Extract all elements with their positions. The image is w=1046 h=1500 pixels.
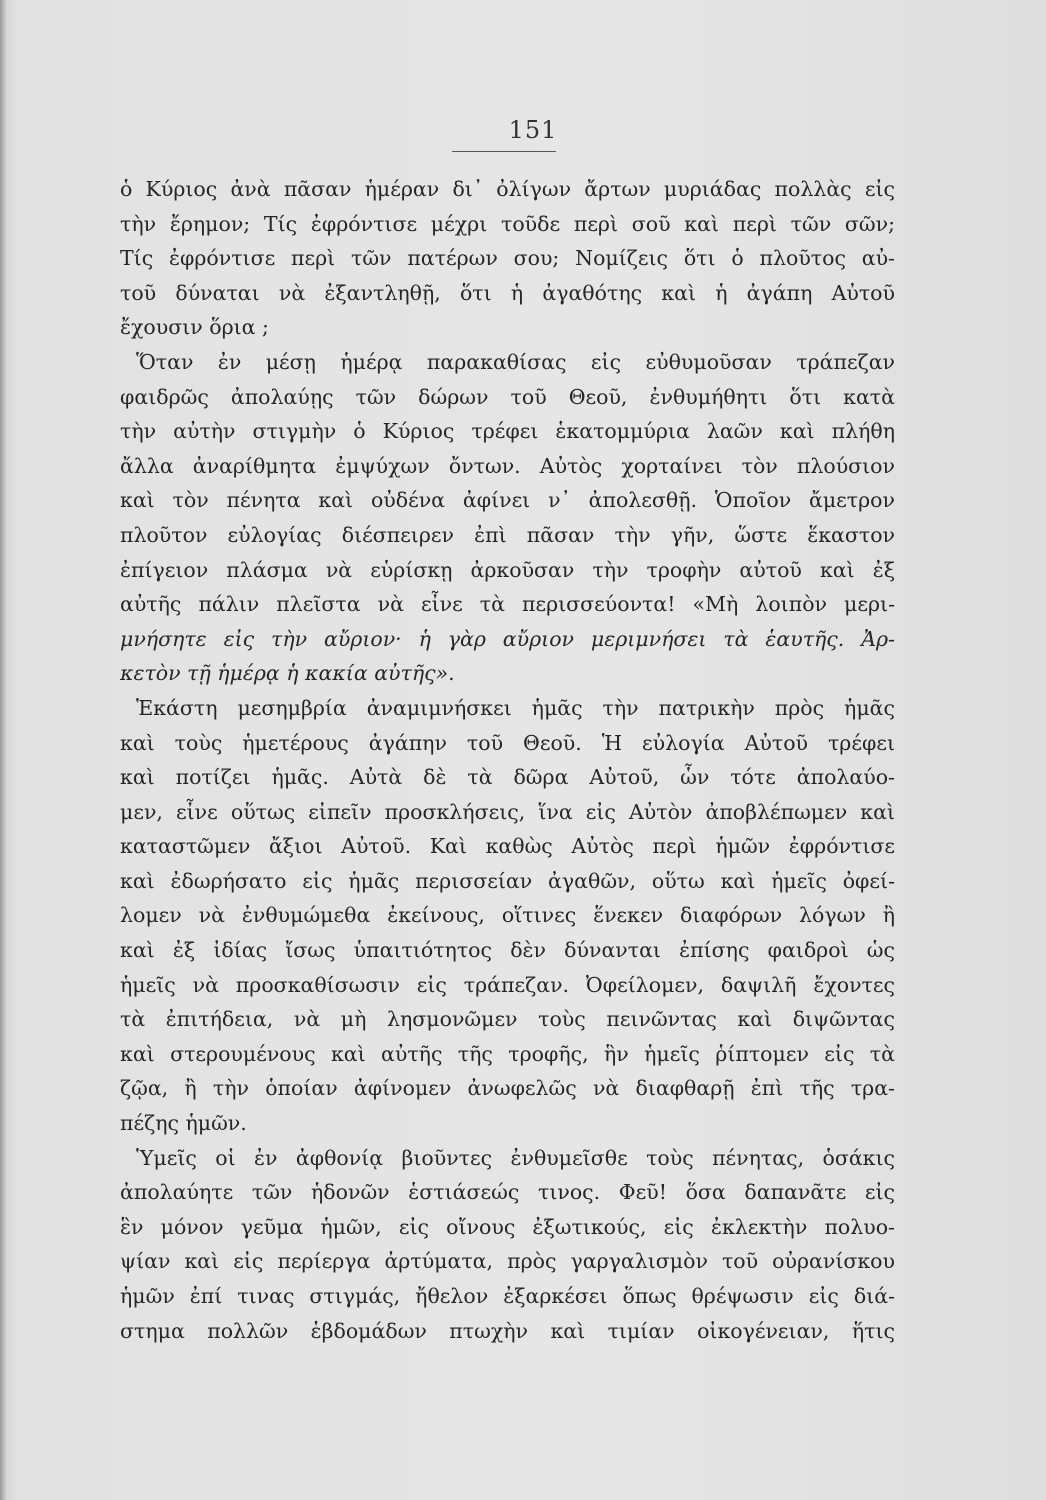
text-line: τὴν ἔρημον; Τίς ἐφρόντισε μέχρι τοῦδε περὶ σοῦ καὶ περὶ τῶν σῶν; <box>120 211 895 236</box>
text-line: τοῦ δύναται νὰ ἐξαντληθῇ, ὅτι ἡ ἀγαθότης καὶ ἡ ἀγάπη Αὐτοῦ <box>120 280 895 305</box>
text-line: τὰ ἐπιτήδεια, νὰ μὴ λησμονῶμεν τοὺς πεινῶντας καὶ διψῶντας <box>120 1007 895 1032</box>
text-line: τὴν αὐτὴν στιγμὴν ὁ Κύριος τρέφει ἑκατομμύρια λαῶν καὶ πλήθη <box>120 419 895 444</box>
text-line: ἡμεῖς νὰ προσκαθίσωσιν εἰς τράπεζαν. Ὀφείλομεν, δαψιλῆ ἔχοντες <box>120 972 895 997</box>
text-line: ἔχουσιν ὅρια ; <box>120 315 269 340</box>
text-line: λομεν νὰ ἐνθυμώμεθα ἐκείνους, οἵτινες ἕνεκεν διαφόρων λόγων ἢ <box>120 903 895 928</box>
text-line: στημα πολλῶν ἑβδομάδων πτωχὴν καὶ τιμίαν οἰκογένειαν, ἥτις <box>120 1318 895 1343</box>
text-line: Τίς ἐφρόντισε περὶ τῶν πατέρων σου; Νομίζεις ὅτι ὁ πλοῦτος αὐ- <box>120 246 895 271</box>
text-line: καὶ τοὺς ἡμετέρους ἀγάπην τοῦ Θεοῦ. Ἡ εὐλογία Αὐτοῦ τρέφει <box>120 730 895 755</box>
text-line: ἡμῶν ἐπί τινας στιγμάς, ἤθελον ἐξαρκέσει ὅπως θρέψωσιν εἰς διά- <box>120 1284 895 1308</box>
text-line: φαιδρῶς ἀπολαύῃς τῶν δώρων τοῦ Θεοῦ, ἐνθυμήθητι ὅτι κατὰ <box>120 384 895 409</box>
text-line: καταστῶμεν ἄξιοι Αὐτοῦ. Καὶ καθὼς Αὐτὸς περὶ ἡμῶν ἐφρόντισε <box>120 834 895 859</box>
text-line: καὶ ἐξ ἰδίας ἴσως ὑπαιτιότητος δὲν δύνανται ἐπίσης φαιδροὶ ὡς <box>120 938 895 963</box>
page-binding-shadow <box>0 0 6 1500</box>
page-number: 151 <box>508 116 558 144</box>
text-line: ἐπίγειον πλάσμα νὰ εὑρίσκῃ ἀρκοῦσαν τὴν τροφὴν αὐτοῦ καὶ ἐξ <box>120 557 895 582</box>
text-line: καὶ τὸν πένητα καὶ οὐδένα ἀφίνει ν᾽ ἀπολεσθῇ. Ὁποῖον ἄμετρον <box>120 488 895 513</box>
text-line: μνήσητε εἰς τὴν αὔριον· ἡ γὰρ αὔριον μεριμνήσει τὰ ἑαυτῆς. Ἀρ- <box>120 626 895 651</box>
text-line: μεν, εἶνε οὕτως εἰπεῖν προσκλήσεις, ἵνα εἰς Αὐτὸν ἀποβλέπωμεν καὶ <box>120 799 895 824</box>
text-line: ἀπολαύητε τῶν ἡδονῶν ἑστιάσεώς τινος. Φεῦ! ὅσα δαπανᾶτε εἰς <box>120 1180 895 1205</box>
text-line: αὐτῆς πάλιν πλεῖστα νὰ εἶνε τὰ περισσεύοντα! «Μὴ λοιπὸν μερι- <box>120 592 895 617</box>
text-line: Ὅταν ἐν μέσῃ ἡμέρᾳ παρακαθίσας εἰς εὐθυμοῦσαν τράπεζαν <box>136 349 895 374</box>
text-line: καὶ στερουμένους καὶ αὐτῆς τῆς τροφῆς, ἣν ἡμεῖς ῥίπτομεν εἰς τὰ <box>120 1041 895 1066</box>
text-line: καὶ ποτίζει ἡμᾶς. Αὐτὰ δὲ τὰ δῶρα Αὐτοῦ, ὧν τότε ἀπολαύο- <box>120 765 895 790</box>
text-line: ψίαν καὶ εἰς περίεργα ἀρτύματα, πρὸς γαργαλισμὸν τοῦ οὐρανίσκου <box>120 1249 895 1274</box>
text-line: Ὑμεῖς οἱ ἐν ἀφθονίᾳ βιοῦντες ἐνθυμεῖσθε τοὺς πένητας, ὁσάκις <box>136 1145 895 1170</box>
text-line: ὁ Κύριος ἀνὰ πᾶσαν ἡμέραν δι᾽ ὀλίγων ἄρτων μυριάδας πολλὰς εἰς <box>120 177 895 201</box>
text-line: ἓν μόνον γεῦμα ἡμῶν, εἰς οἴνους ἐξωτικούς, εἰς ἐκλεκτὴν πολυο- <box>120 1214 895 1239</box>
text-line: πέζης ἡμῶν. <box>120 1111 247 1136</box>
text-line: πλοῦτον εὐλογίας διέσπειρεν ἐπὶ πᾶσαν τὴν γῆν, ὥστε ἕκαστον <box>120 522 895 547</box>
page-number-rule <box>452 151 556 152</box>
text-line: καὶ ἐδωρήσατο εἰς ἡμᾶς περισσείαν ἀγαθῶν, οὕτω καὶ ἡμεῖς ὀφεί- <box>120 868 895 893</box>
text-line: ἄλλα ἀναρίθμητα ἐμψύχων ὄντων. Αὐτὸς χορταίνει τὸν πλούσιον <box>120 453 895 478</box>
text-line: κετὸν τῇ ἡμέρᾳ ἡ κακία αὐτῆς». <box>120 661 455 686</box>
body-text <box>120 172 895 1348</box>
text-line: Ἑκάστη μεσημβρία ἀναμιμνήσκει ἡμᾶς τὴν πατρικὴν πρὸς ἡμᾶς <box>136 695 895 720</box>
text-line: ζῷα, ἢ τὴν ὁποίαν ἀφίνομεν ἀνωφελῶς νὰ διαφθαρῇ ἐπὶ τῆς τρα- <box>120 1076 895 1101</box>
